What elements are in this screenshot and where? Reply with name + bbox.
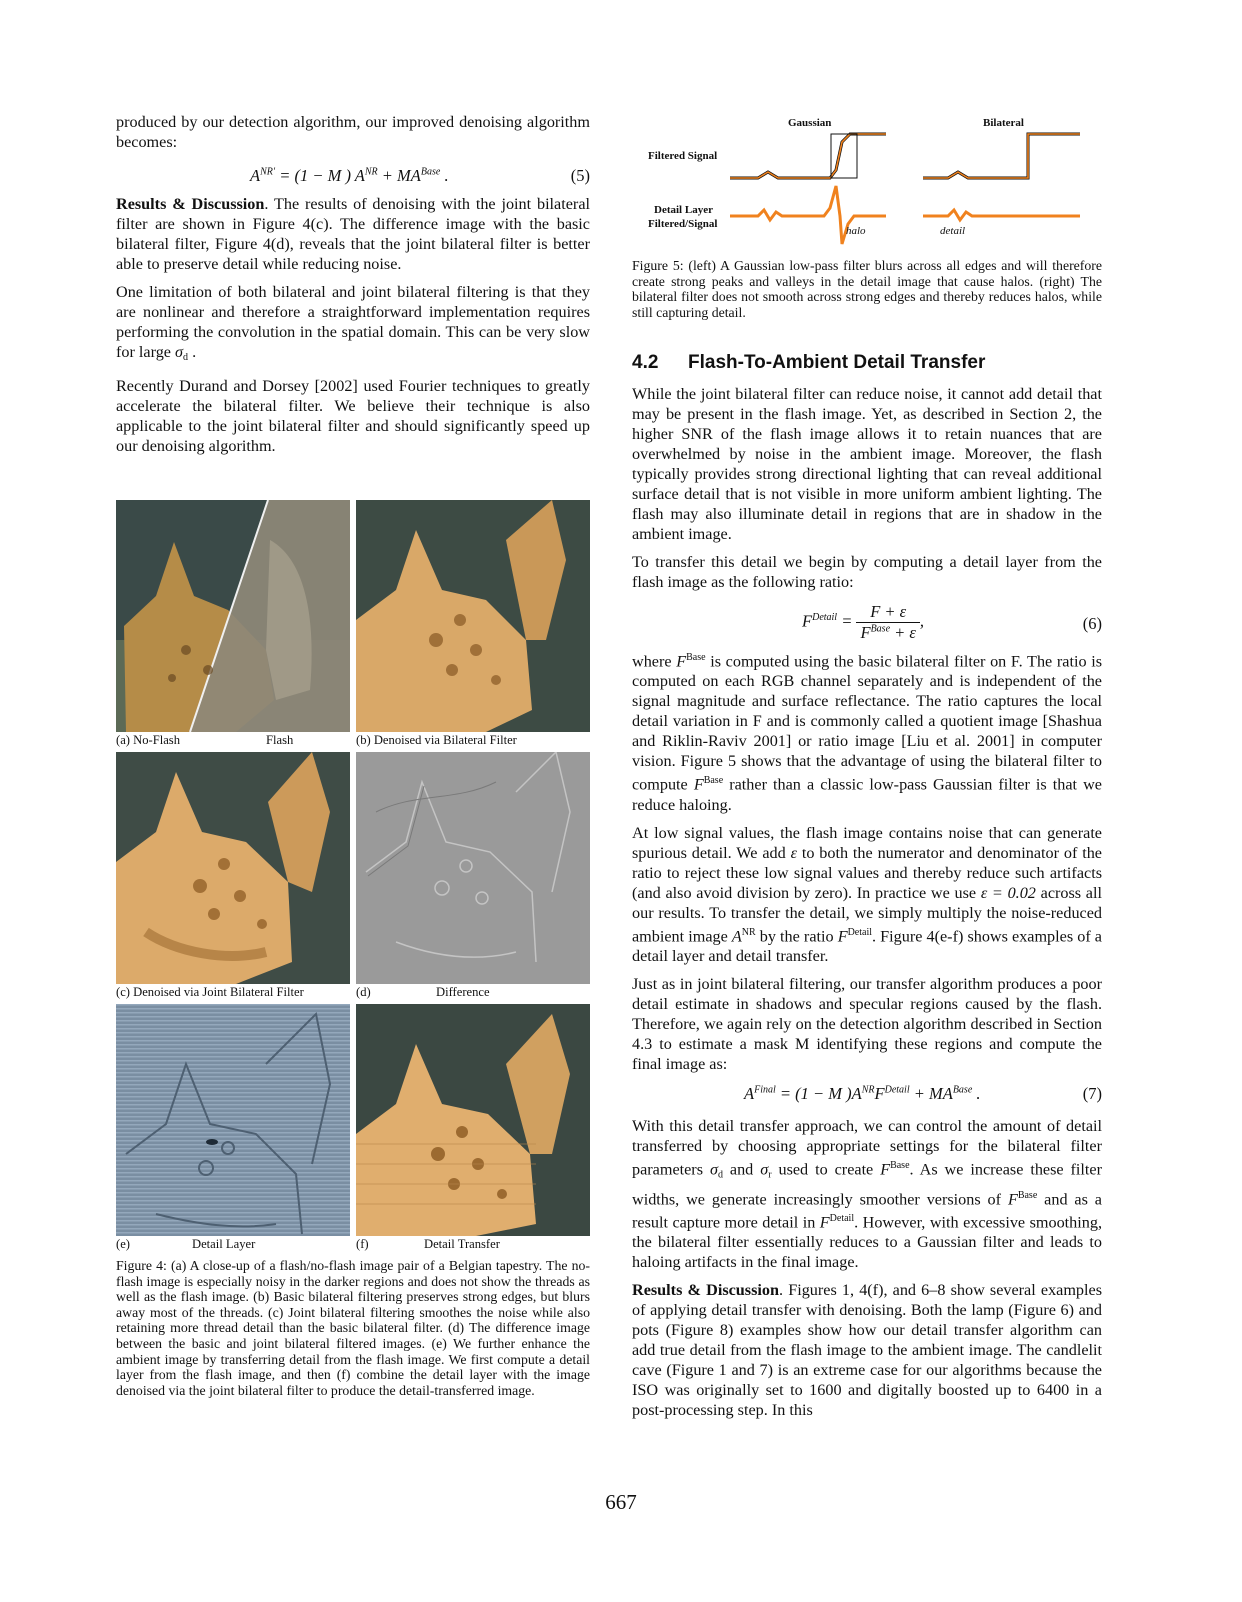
equation-number: (6) (1082, 614, 1102, 633)
equation-number: (5) (570, 166, 590, 185)
intro-paragraph: produced by our detection algorithm, our improved denoising algorithm becomes: (116, 113, 590, 151)
detail-transfer-image (356, 1004, 590, 1236)
figure-4b (356, 500, 590, 748)
section-number: 4.2 (632, 352, 659, 373)
equation-7: $A^{Final} = (1 - M$ )$A^{NR}F^{Detail} + MA^{Base}$ . (7) (744, 1084, 1102, 1104)
figure-5-diagram (648, 112, 1128, 267)
section-heading (632, 352, 1102, 374)
bilateral-denoised-image (356, 500, 590, 732)
figure-4c (116, 752, 350, 1000)
durand-paragraph: Recently Durand and Dorsey [2002] used Fourier techniques to greatly accelerate the bilateral filter. We believe their technique is also applicable to the joint bilateral filter and should significantly speed up our denoising algorithm. (116, 377, 590, 455)
difference-image (356, 752, 590, 984)
paragraph-1: While the joint bilateral filter can reduce noise, it cannot add detail that may be present in the flash image. Yet, as described in Section 2, the higher SNR of the flash image allows it to retain nuances that are overwhelmed by noise in the ambient image. Moreover, the flash typically provides strong directional lighting that can reveal additional surface detail that is not visible in more uniform ambient lighting. The flash may also illuminate detail in regions that are in shadow in the ambient image. (632, 385, 1102, 543)
equation-number: (7) (1082, 1084, 1102, 1104)
subfigure-label-detail-transfer: Detail Transfer (424, 1237, 500, 1251)
label-bilateral: Bilateral (983, 117, 1024, 129)
figure-4d (356, 752, 590, 1000)
section-title: Flash-To-Ambient Detail Transfer (688, 352, 986, 373)
figure-4-caption-block (116, 1258, 590, 1398)
equation-6: $F^{Detail}$ = $\frac{F + \varepsilon}{F^{Base} + \varepsilon}$ , (6) (802, 602, 1102, 642)
figure-4f (356, 1004, 590, 1252)
subfigure-label-c: (c) Denoised via Joint Bilateral Filter (116, 985, 304, 999)
label-filtered-over-signal: Filtered/Signal (648, 218, 718, 230)
subfigure-label-d: (d) (356, 985, 371, 999)
limitation-paragraph: One limitation of both bilateral and joint bilateral filtering is that they are nonlinear and therefore a straightforward implementation requires performing the convolution in the spatial domain. This can be very slow for large $\sigma_d$ . (116, 283, 590, 363)
label-filtered-signal: Filtered Signal (648, 150, 718, 162)
paragraph-5: Just as in joint bilateral filtering, our transfer algorithm produces a poor detail estimate in shadows and specular regions caused by the flash. Therefore, we again rely on the detection algorithm described in Section 4.3 to estimate a mask M identifying these regions and compute the final image as: (632, 975, 1102, 1074)
paragraph-3: where $F^{Base}$ is computed using the basic bilateral filter on F. The ratio is computed on each RGB channel separately and is independent of the signal magnitude and surface reflectance. The ratio captures the local detail variation in F and is commonly called a quotient image [Shashua and Riklin-Raviv 2001] or ratio image [Liu et al. 2001] in computer vision. Figure 5 shows that the advantage of using the bilateral filter to compute $F^{Base}$ rather than a classic low-pass Gaussian filter is that we reduce haloing. (632, 652, 1103, 814)
subfigure-label-detail-layer: Detail Layer (192, 1237, 256, 1251)
detail-layer-image (116, 1004, 350, 1236)
results-paragraph-2: Results & Discussion. Figures 1, 4(f), and 6–8 show several examples of applying detail transfer with denoising. Both the lamp (Figure 6) and pots (Figure 8) examples show how our detail transfer algorithm can add true detail from the flash image to the ambient image. The candlelit cave (Figure 1 and 7) is an extreme case for our algorithms because the ISO was originally set to 1600 and digitally boosted up to 6400 in a post-processing step. In this (632, 1281, 1103, 1420)
left-column (116, 112, 590, 464)
no-flash-flash-image (116, 500, 350, 732)
results-paragraph-1: Results & Discussion. The results of denoising with the joint bilateral filter are shown in Figure 4(c). The difference image with the basic bilateral filter, Figure 4(d), reveals that the joint bilateral filter is better able to preserve detail while reducing noise. (116, 195, 590, 273)
right-column (632, 352, 1102, 1428)
figure-4a (116, 500, 350, 748)
joint-bilateral-denoised-image (116, 752, 350, 984)
figure-5-caption: Figure 5: (left) A Gaussian low-pass filter blurs across all edges and will therefore create strong peaks and valleys in the detail image that cause halos. (right) The bilateral filter does not smooth across strong edges and thereby reduces halos, while still capturing detail. (632, 258, 1102, 320)
figure-4e (116, 1004, 350, 1252)
label-detail-layer: Detail Layer (654, 204, 713, 216)
label-detail: detail (940, 225, 966, 237)
label-gaussian: Gaussian (788, 117, 832, 129)
page-number: 667 (605, 1490, 637, 1514)
paragraph-4: At low signal values, the flash image contains noise that can generate spurious detail. We add ε to both the numerator and denominator of the ratio to reject these low signal values and thereby reduce such artifacts (and also avoid division by zero). In practice we use ε = 0.02 across all our results. To transfer the detail, we simply multiply the noise-reduced ambient image $A^{NR}$ by the ratio $F^{Detail}$. Figure 4(e-f) shows examples of a detail layer and detail transfer. (632, 823, 1102, 966)
subfigure-label-flash: Flash (266, 733, 294, 747)
subfigure-label-f: (f) (356, 1237, 369, 1251)
subfigure-label-e: (e) (116, 1237, 130, 1251)
subfigure-label-b: (b) Denoised via Bilateral Filter (356, 733, 517, 747)
figure-5-caption-block (632, 258, 1102, 320)
label-halo: halo (846, 225, 866, 237)
subfigure-label-a: (a) No-Flash (116, 733, 181, 747)
equation-5: $A^{NR'} = (1 - M$ ) $A^{NR} + MA^{Base}$ . (5) (250, 166, 590, 185)
subfigure-label-difference: Difference (436, 985, 490, 999)
paragraph-2: To transfer this detail we begin by computing a detail layer from the flash image as the following ratio: (632, 553, 1102, 591)
paragraph-6: With this detail transfer approach, we can control the amount of detail transferred by choosing appropriate settings for the bilateral filter parameters $\sigma_d$ and $\sigma_r$ used to create $F^{Base}$. As we increase these filter widths, we generate increasingly smoother versions of $F^{Base}$ and as a result capture more detail in $F^{Detail}$. However, with excessive smoothing, the bilateral filter essentially reduces to a Gaussian filter and leads to haloing artifacts in the final image. (632, 1117, 1102, 1272)
figure-4-caption: Figure 4: (a) A close-up of a flash/no-flash image pair of a Belgian tapestry. The no-flash image is especially noisy in the darker regions and does not show the threads as well as the flash image. (b) Basic bilateral filtering preserves strong edges, but blurs away most of the threads. (c) Joint bilateral filtering smoothes the noise while also retaining more thread detail than the basic bilateral filter. (d) The difference image between the basic and joint bilateral filtered images. (e) We further enhance the ambient image by transferring detail from the flash image. We first compute a detail layer from the flash image, and then (f) combine the detail layer with the image denoised via the joint bilateral filter to produce the detail-transferred image. (116, 1258, 590, 1398)
figure-5 (648, 112, 1128, 267)
